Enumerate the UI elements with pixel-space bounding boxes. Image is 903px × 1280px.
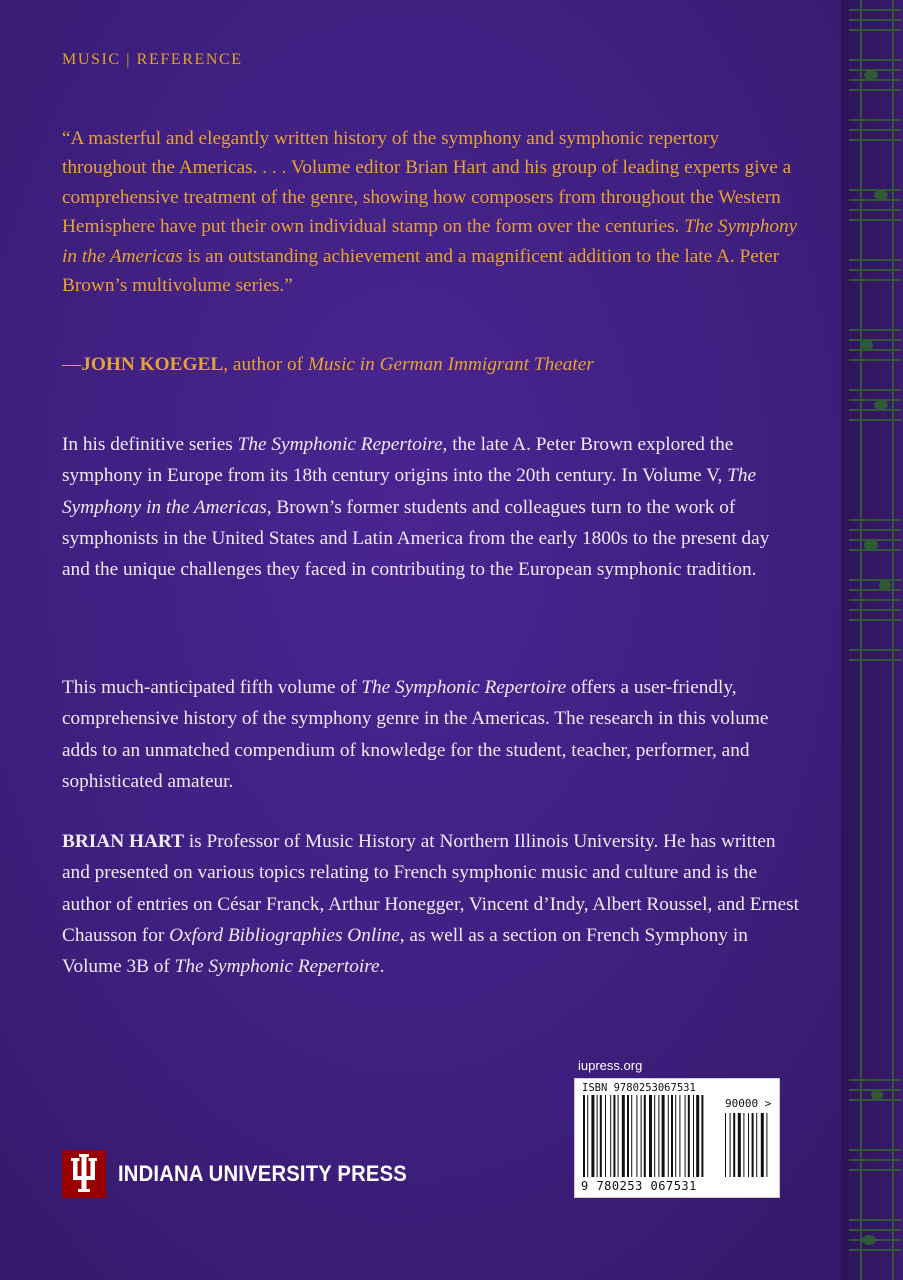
barcode-bar: [631, 1095, 632, 1177]
category-label: MUSIC | REFERENCE: [62, 51, 243, 68]
quote-text-end: is an outstanding achievement and a magnificent addition to the late A. Peter Brown’s multivolume series.”: [62, 245, 780, 297]
barcode-bar: [693, 1095, 694, 1177]
barcode-bar: [688, 1095, 690, 1177]
music-score-graphic: [841, 0, 903, 1280]
attribution-dash: —: [62, 354, 82, 375]
quote-book-title: The Symphony in the Americas: [62, 216, 798, 267]
barcode-bar: [618, 1095, 619, 1177]
barcode-bar: [627, 1095, 629, 1177]
barcode-bar: [658, 1095, 659, 1177]
isbn-barcode: [574, 1078, 780, 1198]
barcode-bar: [636, 1095, 637, 1177]
price-barcode-bar: [733, 1113, 735, 1177]
price-barcode-bar: [756, 1113, 757, 1177]
series-title: The Symphonic Repertoire: [361, 677, 567, 698]
ean-digits: 9 780253 067531: [581, 1179, 697, 1193]
publisher-name: INDIANA UNIVERSITY PRESS: [118, 1161, 407, 1186]
barcode-bar: [610, 1095, 611, 1177]
price-barcode-bar: [738, 1113, 741, 1177]
series-title: The Symphonic Repertoire: [237, 434, 443, 455]
barcode-bar: [671, 1095, 673, 1177]
price-barcode-bar: [730, 1113, 731, 1177]
iu-trident-logo: [62, 1150, 106, 1198]
barcode-bar: [597, 1095, 598, 1177]
publisher-block: [62, 1150, 432, 1198]
endorser-work-title: Music in German Immigrant Theater: [307, 354, 594, 375]
barcode-bar: [605, 1095, 606, 1177]
barcode-bar: [600, 1095, 602, 1177]
endorsement-quote: [62, 124, 802, 300]
author-bio: [62, 826, 802, 982]
barcode-bar: [662, 1095, 665, 1177]
desc-text: This much-anticipated fifth volume of: [62, 677, 362, 698]
barcode-bar: [679, 1095, 680, 1177]
barcode-bar: [668, 1095, 669, 1177]
bio-work-title: Oxford Bibliographies Online: [169, 924, 400, 946]
price-barcode-bar: [725, 1113, 726, 1177]
barcode-bar: [613, 1095, 615, 1177]
description-paragraph-1: [62, 429, 802, 585]
volume-title: The Symphony in the Americas: [62, 465, 757, 518]
music-score-strip: [841, 0, 903, 1280]
barcode-bar: [654, 1095, 655, 1177]
quote-attribution: [62, 350, 594, 379]
barcode-bar: [622, 1095, 625, 1177]
barcode-bar: [675, 1095, 676, 1177]
author-name: BRIAN HART: [62, 831, 184, 852]
price-barcode-bar: [761, 1113, 764, 1177]
trident-icon: [69, 1154, 99, 1194]
bio-series-title: The Symphonic Repertoire: [174, 956, 380, 978]
bio-text: is Professor of Music History at Northern Illinois University. He has written and presented on various topics relating to French symphonic music and culture and is the author of entries on César Franck, Arthur Honegger, Vincent d’Indy, Albert Roussel, and Ernest Chausson for: [62, 831, 800, 946]
barcode-bar: [644, 1095, 646, 1177]
attribution-middle: , author of: [223, 354, 308, 375]
desc-text: , Brown’s former students and colleagues turn to the work of symphonists in the United States and Latin America from the early 1800s to the present day and the unique challenges they faced in contributing to the European symphonic tradition.: [62, 496, 770, 581]
price-barcode-bar: [752, 1113, 754, 1177]
price-barcode-bar: [766, 1113, 767, 1177]
barcode-bar: [649, 1095, 652, 1177]
barcode-bar: [685, 1095, 686, 1177]
quote-text: “A masterful and elegantly written history of the symphony and symphonic repertory throughout the Americas. . . . Volume editor Brian Hart and his group of leading experts give a comprehensive treatment of the genre, showing how composers from throughout the Western Hemisphere have put their own individual stamp on the form over the centuries.: [62, 128, 792, 238]
description-paragraph-2: [62, 672, 802, 797]
isbn-label: ISBN 9780253067531: [582, 1082, 696, 1094]
price-code: 90000 >: [725, 1097, 772, 1110]
price-barcode-bar: [743, 1113, 744, 1177]
desc-text: , the late A. Peter Brown explored the symphony in Europe from its 18th century origins into the 20th century. In Volume V,: [62, 434, 734, 487]
barcode-bar: [591, 1095, 594, 1177]
desc-text: offers a user-friendly, comprehensive history of the symphony genre in the Americas. The research in this volume adds to an unmatched compendium of knowledge for the student, teacher, performer, and sophisticated amateur.: [62, 677, 769, 792]
barcode-bar: [701, 1095, 703, 1177]
desc-text: In his definitive series: [62, 434, 238, 455]
price-barcode-bar: [748, 1113, 749, 1177]
barcode-bar: [641, 1095, 642, 1177]
endorser-name: JOHN KOEGEL: [81, 354, 224, 375]
barcode-bar: [587, 1095, 588, 1177]
bio-text: .: [379, 956, 385, 978]
publisher-website: iupress.org: [578, 1058, 643, 1073]
barcode-bar: [583, 1095, 585, 1177]
barcode-bar: [696, 1095, 699, 1177]
bio-text: , as well as a section on French Symphony in Volume 3B of: [62, 924, 748, 978]
